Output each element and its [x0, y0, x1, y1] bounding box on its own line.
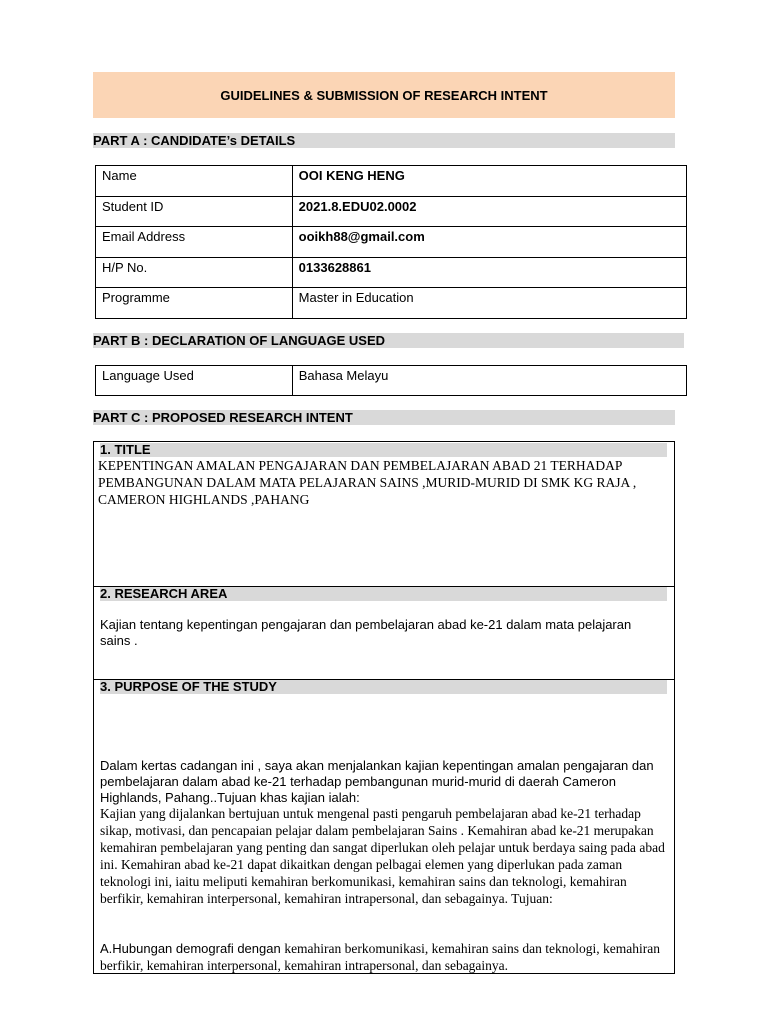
research-area-heading-text: 2. RESEARCH AREA [100, 586, 228, 601]
row-label-programme: Programme [96, 288, 293, 319]
research-area-heading [100, 587, 667, 601]
language-value: Bahasa Melayu [292, 366, 686, 396]
table-row [96, 288, 687, 319]
row-label-email: Email Address [96, 227, 293, 258]
language-label: Language Used [96, 366, 293, 396]
part-c-heading-text: PART C : PROPOSED RESEARCH INTENT [93, 410, 353, 425]
purpose-body-text: Kajian yang dijalankan bertujuan untuk mengenal pasti pengaruh pembelajaran abad ke-21 terhadap sikap, motivasi, dan pencapaian pelajar dalam pembelajaran Sains . Kemahiran abad ke-21 merupakan kemahiran pembelajaran yang penting dan sangat diperlukan oleh pelajar untuk berdaya saing pada abad ini. Kemahiran abad ke-21 dapat dikaitkan dengan pelbagai elemen yang diperlukan pada zaman teknologi ini, iaitu meliputi kemahiran berkomunikasi, kemahiran sains dan teknologi, kemahiran berfikir, kemahiran interpersonal, kemahiran intrapersonal, dan sebagainya. Tujuan: [100, 806, 665, 906]
purpose-heading-text: 3. PURPOSE OF THE STUDY [100, 679, 277, 694]
table-row [96, 366, 687, 396]
document-title-banner [93, 72, 675, 118]
row-label-hp: H/P No. [96, 258, 293, 288]
part-c-heading [93, 410, 675, 425]
part-a-heading [93, 133, 675, 148]
title-section-heading-text: 1. TITLE [100, 442, 151, 457]
row-label-name: Name [96, 166, 293, 197]
candidate-details-table [95, 165, 687, 319]
purpose-point-a [100, 940, 668, 974]
research-area-text: Kajian tentang kepentingan pengajaran dan pembelajaran abad ke-21 dalam mata pelajaran sains . [100, 617, 632, 648]
student-id-value: 2021.8.EDU02.0002 [292, 197, 686, 227]
point-a-lead: A.Hubungan demografi dengan [100, 941, 285, 956]
table-row [96, 227, 687, 258]
language-table [95, 365, 687, 396]
part-a-heading-text: PART A : CANDIDATE’s DETAILS [93, 133, 296, 148]
candidate-name-value: OOI KENG HENG [292, 166, 686, 197]
table-row [96, 258, 687, 288]
table-row [96, 197, 687, 227]
document-title: GUIDELINES & SUBMISSION OF RESEARCH INTENT [220, 87, 548, 103]
purpose-intro-text: Dalam kertas cadangan ini , saya akan menjalankan kajian kepentingan amalan pengajaran dan pembelajaran dalam abad ke-21 terhadap pembangunan murid-murid di daerah Cameron Highlands, Pahang..Tujuan khas kajian ialah: [100, 758, 654, 805]
part-b-heading-text: PART B : DECLARATION OF LANGUAGE USED [93, 333, 386, 348]
point-a-rest: kemahiran berkomunikasi, kemahiran sains dan teknologi, kemahiran berfikir, kemahiran interpersonal, kemahiran intrapersonal, dan sebagainya. [100, 941, 660, 973]
purpose-heading [100, 680, 667, 694]
programme-value: Master in Education [292, 288, 686, 319]
research-title-text: KEPENTINGAN AMALAN PENGAJARAN DAN PEMBELAJARAN ABAD 21 TERHADAP PEMBANGUNAN DALAM MATA PELAJARAN SAINS ,MURID-MURID DI SMK KG RAJA , CAMERON HIGHLANDS ,PAHANG [98, 458, 637, 507]
title-section-heading [100, 443, 667, 457]
hp-value: 0133628861 [292, 258, 686, 288]
row-label-student-id: Student ID [96, 197, 293, 227]
part-b-heading [93, 333, 684, 348]
table-row [96, 166, 687, 197]
email-value: ooikh88@gmail.com [292, 227, 686, 258]
